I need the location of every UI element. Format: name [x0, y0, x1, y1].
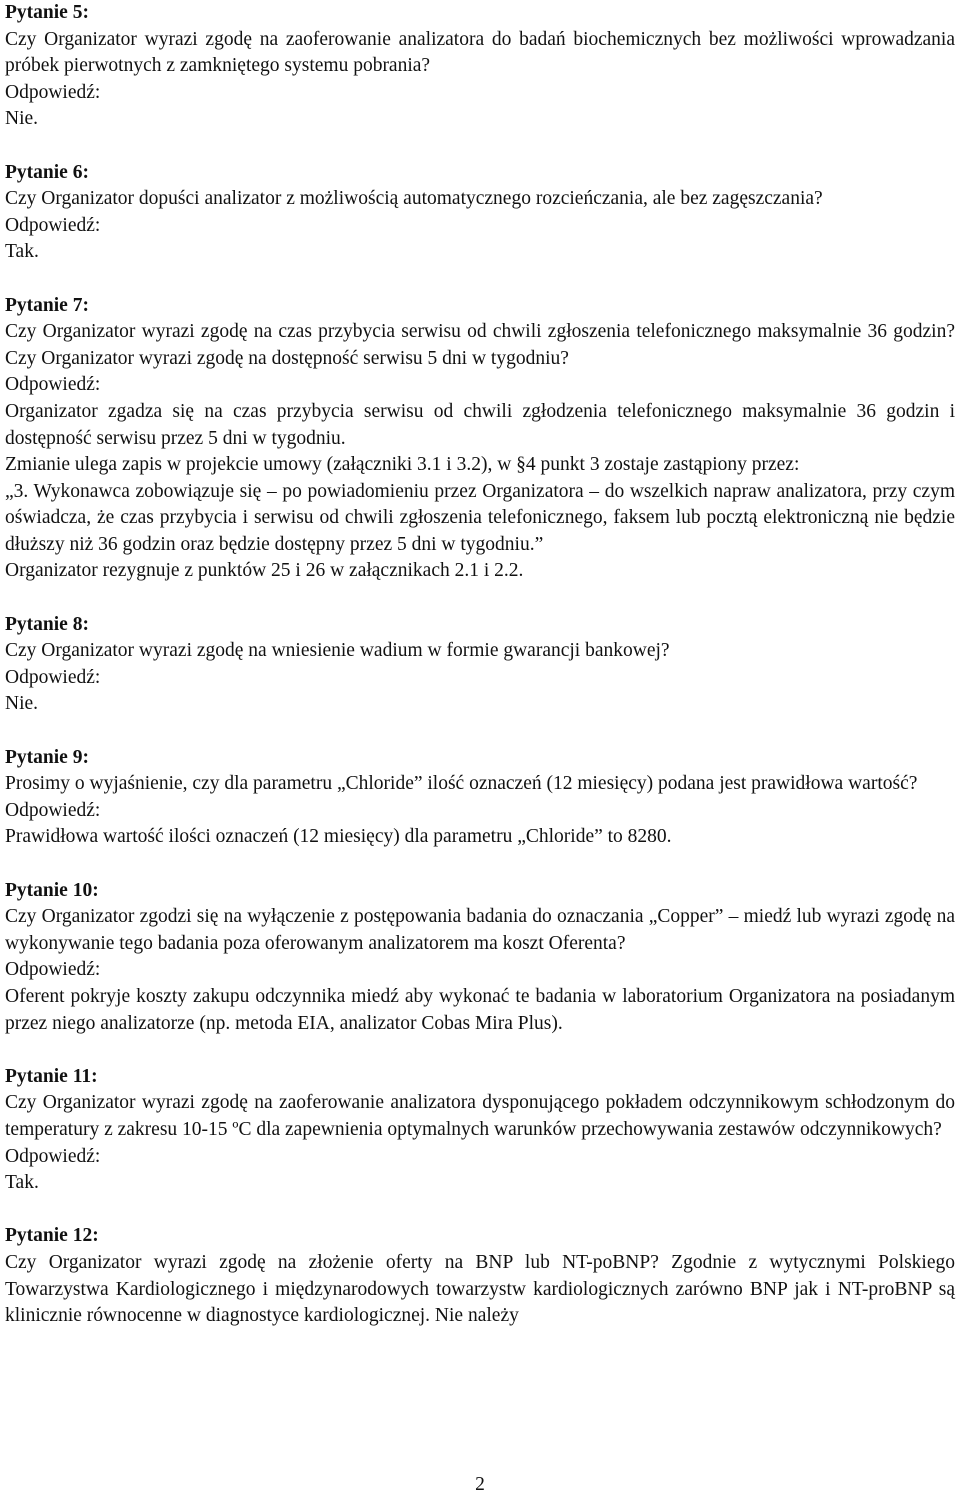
question-title: Pytanie 12: [5, 1225, 99, 1247]
answer-text: Oferent pokryje koszty zakupu odczynnika miedź aby wykonać te badania w laboratorium Organizatora na posiadanym przez niego analizatorze (np. metoda EIA, analizator Cobas Mira Plus). [5, 985, 955, 1034]
question-text: Czy Organizator wyrazi zgodę na zaoferowanie analizatora do badań biochemicznych bez możliwości wprowadzania próbek pierwotnych z zamkniętego systemu pobrania? [5, 28, 955, 77]
questions-list [5, 0, 955, 1330]
answer-text: Organizator zgadza się na czas przybycia serwisu od chwili zgłodzenia telefonicznego maksymalnie 36 godzin i dostępność serwisu przez 5 dni w tygodniu. [5, 400, 955, 449]
question-text: Czy Organizator wyrazi zgodę na czas przybycia serwisu od chwili zgłoszenia telefonicznego maksymalnie 36 godzin? Czy Organizator wyrazi zgodę na dostępność serwisu 5 dni w tygodniu? [5, 321, 955, 369]
answer-text: Prawidłowa wartość ilości oznaczeń (12 miesięcy) dla parametru „Chloride” to 8280. [5, 826, 672, 848]
answer-text: Nie. [5, 693, 39, 715]
question-block [5, 160, 955, 266]
answer-label: Odpowiedź: [5, 374, 101, 396]
answer-text: Tak. [5, 241, 39, 263]
page-number: 2 [475, 1474, 485, 1495]
question-title: Pytanie 7: [5, 294, 89, 316]
question-title: Pytanie 10: [5, 879, 99, 901]
question-title: Pytanie 11: [5, 1065, 98, 1087]
question-block [5, 293, 955, 586]
answer-text: Zmianie ulega zapis w projekcie umowy (załączniki 3.1 i 3.2), w §4 punkt 3 zostaje zastąpiony przez: [5, 454, 800, 476]
question-text: Prosimy o wyjaśnienie, czy dla parametru „Chloride” ilość oznaczeń (12 miesięcy) podana jest prawidłowa wartość? [5, 773, 918, 795]
answer-text: Tak. [5, 1172, 39, 1194]
answer-text: Organizator rezygnuje z punktów 25 i 26 w załącznikach 2.1 i 2.2. [5, 560, 524, 582]
question-block [5, 1223, 955, 1329]
question-block [5, 1064, 955, 1197]
document-body [5, 0, 955, 1356]
question-text: Czy Organizator wyrazi zgodę na złożenie oferty na BNP lub NT-poBNP? Zgodnie z wytycznymi Polskiego Towarzystwa Kardiologicznego i międzynarodowych towarzystw kardiologicznych zarówno BNP jak i NT-proBNP są klinicznie równocenne w diagnostyce kardiologicznej. Nie należy [5, 1251, 955, 1327]
question-text: Czy Organizator wyrazi zgodę na zaoferowanie analizatora dysponującego pokładem odczynnikowym schłodzonym do temperatury z zakresu 10-15 ºC dla zapewnienia optymalnych warunków przechowywania zestawów odczynnikowych? [5, 1092, 955, 1140]
answer-label: Odpowiedź: [5, 214, 101, 236]
answer-label: Odpowiedź: [5, 799, 101, 821]
answer-label: Odpowiedź: [5, 959, 101, 981]
question-title: Pytanie 9: [5, 746, 89, 768]
question-text: Czy Organizator zgodzi się na wyłączenie z postępowania badania do oznaczania „Copper” – miedź lub wyrazi zgodę na wykonywanie tego badania poza oferowanym analizatorem ma koszt Oferenta? [5, 906, 955, 954]
answer-text: Nie. [5, 108, 39, 130]
answer-label: Odpowiedź: [5, 1145, 101, 1167]
answer-label: Odpowiedź: [5, 666, 101, 688]
question-block [5, 0, 955, 133]
question-block [5, 612, 955, 718]
answer-text: „3. Wykonawca zobowiązuje się – po powiadomieniu przez Organizatora – do wszelkich napraw analizatora, przy czym oświadcza, że czas przybycia i serwisu od chwili zgłoszenia telefonicznego, faksem lub pocztą elektroniczną nie będzie dłuższy niż 36 godzin oraz będzie dostępny przez 5 dni w tygodniu.” [5, 480, 955, 555]
question-text: Czy Organizator dopuści analizator z możliwością automatycznego rozcieńczania, ale bez zagęszczania? [5, 188, 823, 210]
question-text: Czy Organizator wyrazi zgodę na wniesienie wadium w formie gwarancji bankowej? [5, 640, 670, 662]
question-block [5, 745, 955, 851]
question-title: Pytanie 5: [5, 2, 89, 23]
question-block [5, 878, 955, 1038]
question-title: Pytanie 6: [5, 161, 89, 183]
answer-label: Odpowiedź: [5, 81, 101, 103]
question-title: Pytanie 8: [5, 613, 89, 635]
